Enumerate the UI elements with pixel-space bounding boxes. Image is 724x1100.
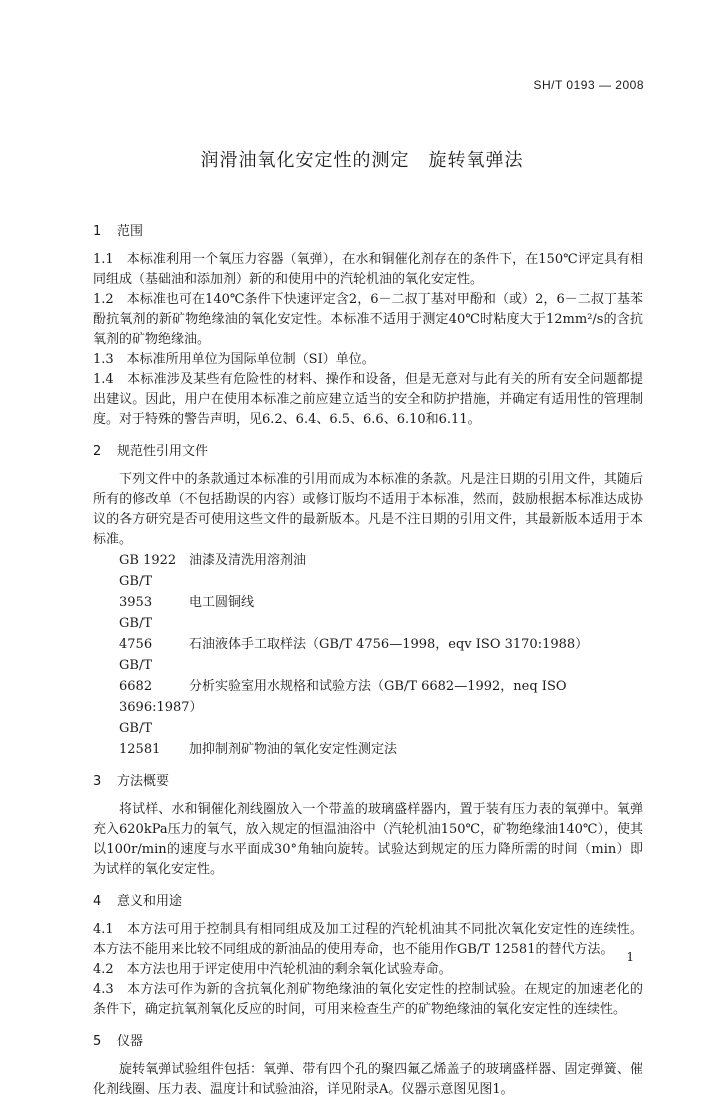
paragraph-4-1: 4.1 本方法可用于控制具有相同组成及加工过程的汽轮机油其不同批次氧化安定性的连续性。本方法不能用来比较不同组成的新油品的使用寿命，也不能用作GB/T 12581的替代方法。 bbox=[93, 922, 643, 957]
page-title: 润滑油氧化安定性的测定 旋转氧弹法 bbox=[200, 150, 524, 171]
paragraph-1-1: 1.1 本标准利用一个氧压力容器（氧弹），在水和铜催化剂存在的条件下，在150℃评定具有相同组成（基础油和添加剂）新的和使用中的汽轮机油的氧化安定性。 bbox=[93, 252, 643, 287]
standard-code: SH/T 0193 — 2008 bbox=[533, 78, 644, 92]
paragraph-4-3: 4.3 本方法可作为新的含抗氧化剂矿物绝缘油的氧化安定性的控制试验。在规定的加速老化的条件下，确定抗氧剂氧化反应的时间，可用来检查生产的矿物绝缘油的氧化安定性的连续性。 bbox=[93, 982, 643, 1017]
paragraph-1-3: 1.3 本标准所用单位为国际单位制（SI）单位。 bbox=[93, 352, 375, 367]
page-number: 1 bbox=[626, 950, 634, 964]
list-item: GB/T 6682 分析实验室用水规格和试验方法（GB/T 6682—1992，neq ISO 3696:1987） bbox=[119, 658, 567, 715]
normative-references-list bbox=[93, 550, 643, 760]
paragraph-2-intro: 下列文件中的条款通过本标准的引用而成为本标准的条款。凡是注日期的引用文件，其随后所有的修改单（不包括勘误的内容）或修订版均不适用于本标准，然而，鼓励根据本标准达成协议的各方研究是否可使用这些文件的最新版本。凡是不注日期的引用文件，其最新版本适用于本标准。 bbox=[93, 472, 643, 547]
section-heading-2: 2 规范性引用文件 bbox=[93, 444, 209, 459]
section-heading-4: 4 意义和用途 bbox=[93, 894, 183, 909]
list-item: GB 1922 油漆及清洗用溶剂油 bbox=[119, 553, 307, 568]
paragraph-1-4: 1.4 本标准涉及某些有危险性的材料、操作和设备，但是无意对与此有关的所有安全问题都提出建议。因此，用户在使用本标准之前应建立适当的安全和防护措施，并确定有适用性的管理制度。对于特殊的警告声明，见6.2、6.4、6.5、6.6、6.10和6.11。 bbox=[93, 372, 643, 427]
paragraph-1-2: 1.2 本标准也可在140℃条件下快速评定含2，6－二叔丁基对甲酚和（或）2，6－二叔丁基苯酚抗氧剂的新矿物绝缘油的氧化安定性。本标准不适用于测定40℃时粘度大于12mm²/s的含抗氧剂的矿物绝缘油。 bbox=[93, 292, 643, 347]
document-body bbox=[93, 210, 643, 1100]
section-heading-1: 1 范围 bbox=[93, 224, 144, 239]
list-item: GB/T 3953 电工圆铜线 bbox=[119, 574, 255, 610]
section-heading-5: 5 仪器 bbox=[93, 1034, 144, 1049]
section-heading-3: 3 方法概要 bbox=[93, 774, 170, 789]
list-item: GB/T 4756 石油液体手工取样法（GB/T 4756—1998，eqv ISO 3170:1988） bbox=[119, 616, 589, 652]
paragraph-3: 将试样、水和铜催化剂线圈放入一个带盖的玻璃盛样器内，置于装有压力表的氧弹中。氧弹充入620kPa压力的氧气，放入规定的恒温油浴中（汽轮机油150℃，矿物绝缘油140℃），使其以100r/min的速度与水平面成30°角轴向旋转。试验达到规定的压力降所需的时间（min）即为试样的氧化安定性。 bbox=[93, 802, 643, 877]
list-item: GB/T 12581 加抑制剂矿物油的氧化安定性测定法 bbox=[119, 721, 398, 757]
paragraph-4-2: 4.2 本方法也用于评定使用中汽轮机油的剩余氧化试验寿命。 bbox=[93, 962, 452, 977]
paragraph-5: 旋转氧弹试验组件包括：氧弹、带有四个孔的聚四氟乙烯盖子的玻璃盛样器、固定弹簧、催化剂线圈、压力表、温度计和试验油浴，详见附录A。仪器示意图见图1。 bbox=[93, 1062, 643, 1097]
